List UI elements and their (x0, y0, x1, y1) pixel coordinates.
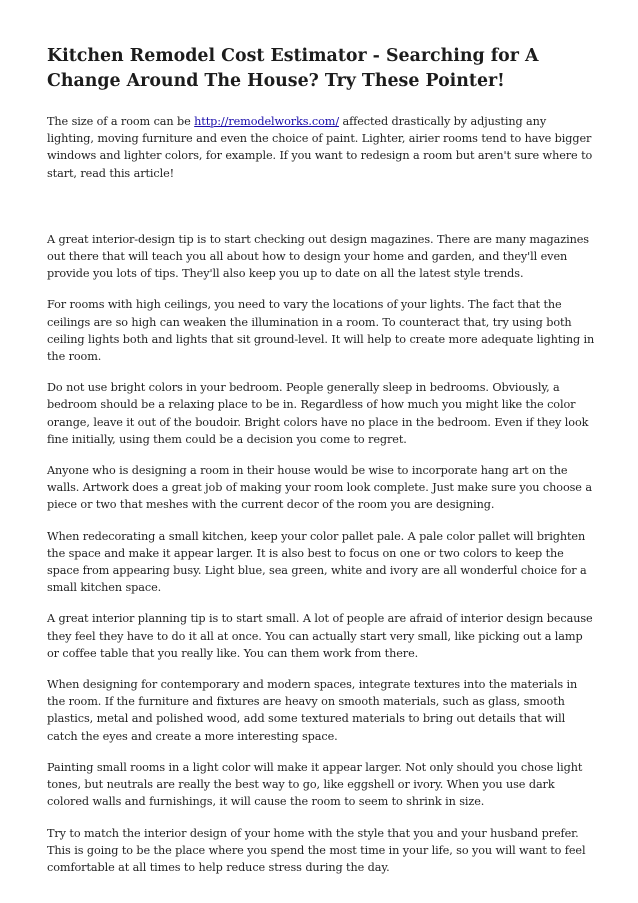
paragraph-design-magazines: A great interior-design tip is to start checking out design magazines. There are many magazines out there that will teach you all about how to design your home and garden, and they'll even provide you lots of tips. They'll also keep you up to date on all the latest style trends. (47, 232, 589, 281)
paragraph-bedroom-colors: Do not use bright colors in your bedroom. People generally sleep in bedrooms. Obviously, a bedroom should be a relaxing place to be in. Regardless of how much you might like the color orange, leave it out of the boudoir. Bright colors have no place in the bedroom. Even if they look fine initially, using them could be a decision you come to regret. (47, 381, 589, 446)
paragraph-small-rooms: Painting small rooms in a light color will make it appear larger. Not only should you chose light tones, but neutrals are really the best way to go, like eggshell or ivory. When you use dark colored walls and furnishings, it will cause the room to seem to shrink in size. (47, 760, 583, 809)
paragraph-match-style: Try to match the interior design of your home with the style that you and your husband prefer. This is going to be the place where you spend the most time in your life, so you will want to feel comfortable at all times to help reduce stress during the day. (47, 826, 586, 874)
intro-text-before-link: The size of a room can be (47, 115, 195, 128)
page-title: Kitchen Remodel Cost Estimator - Searching for A Change Around The House? Try These Pointer! (47, 46, 539, 91)
paragraph-textures: When designing for contemporary and modern spaces, integrate textures into the materials in the room. If the furniture and fixtures are heavy on smooth materials, such as glass, smooth plastics, metal and polished wood, add some textured materials to bring out details that will catch the eyes and create a more interesting space. (47, 678, 578, 743)
paragraph-start-small: A great interior planning tip is to start small. A lot of people are afraid of interior design because they feel they have to do it all at once. You can actually start very small, like picking out a lamp or coffee table that you really like. You can them work from there. (47, 612, 593, 660)
intro-paragraph (47, 113, 595, 182)
paragraph-high-ceilings: For rooms with high ceilings, you need to vary the locations of your lights. The fact that the ceilings are so high can weaken the illumination in a room. To counteract that, try using both ceiling lights both and lights that sit ground-level. It will help to create more adequate lighting in the room. (47, 298, 595, 364)
paragraph-wall-art: Anyone who is designing a room in their house would be wise to incorporate hang art on the walls. Artwork does a great job of making your room look complete. Just make sure you choose a piece or two that meshes with the current decor of the room you are designing. (47, 464, 592, 512)
remodelworks-link[interactable]: http://remodelworks.com/ (194, 115, 340, 128)
document-page (47, 44, 595, 890)
paragraph-small-kitchen: When redecorating a small kitchen, keep your color pallet pale. A pale color pallet will brighten the space and make it appear larger. It is also best to focus on one or two colors to keep the space from appearing busy. Light blue, sea green, white and ivory are all wonderful choice for a small kitchen space. (47, 529, 587, 595)
intro-text-after-link: affected drastically by adjusting any lighting, moving furniture and even the choice of paint. Lighter, airier rooms tend to have bigger windows and lighter colors, for example. If you want to redesign a room but aren't sure where to start, read this article! (47, 115, 593, 180)
